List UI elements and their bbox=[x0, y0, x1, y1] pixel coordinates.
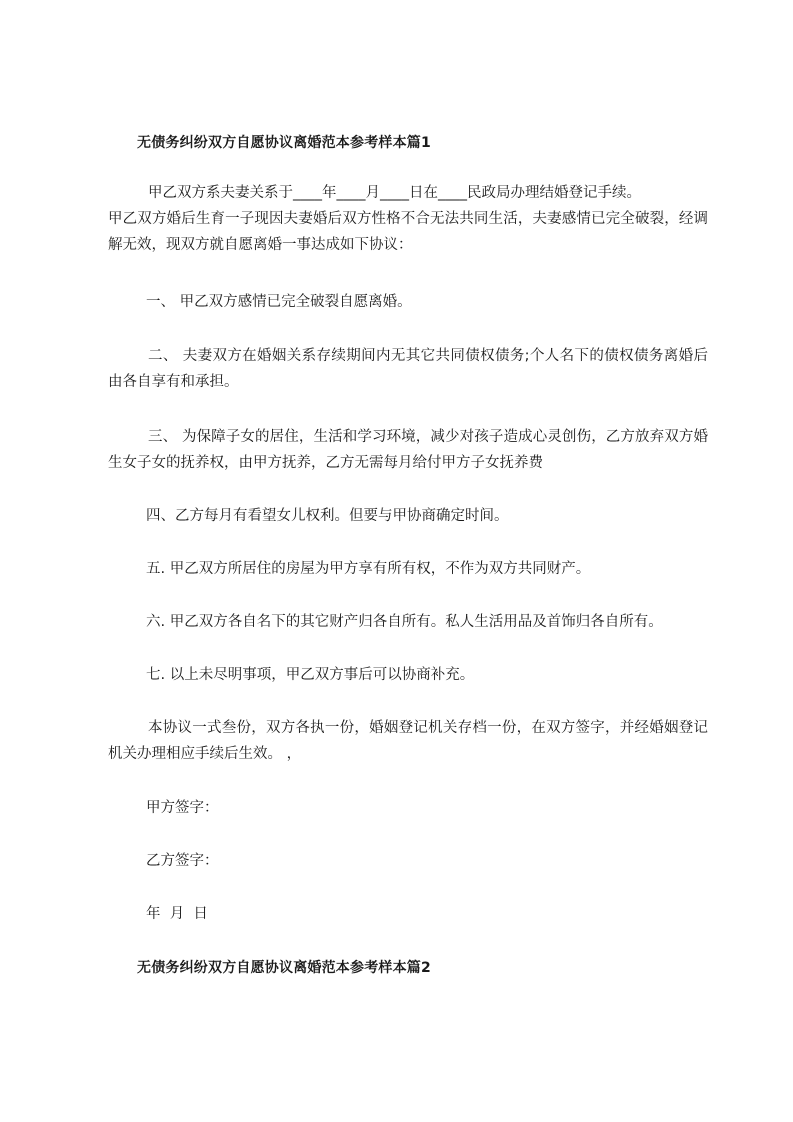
intro-paragraph: 甲乙双方婚后生育一子现因夫妻婚后双方性格不合无法共同生活，夫妻感情已完全破裂，经调解无效，现双方就自愿离婚一事达成如下协议： bbox=[108, 211, 708, 253]
clause-3: 三、 为保障子女的居住，生活和学习环境，减少对孩子造成心灵创伤，乙方放弃双方婚生女子女的抚养权，由甲方抚养，乙方无需每月给付甲方子女抚养费 bbox=[108, 429, 708, 471]
closing-paragraph: 本协议一式叁份，双方各执一份，婚姻登记机关存档一份，在双方签字，并经婚姻登记机关办理相应手续后生效。 ， bbox=[108, 720, 708, 762]
clause-2: 二、 夫妻双方在婚姻关系存续期间内无其它共同债权债务;个人名下的债权债务离婚后由各自享有和承担。 bbox=[108, 348, 708, 390]
clause-1: 一、 甲乙双方感情已完全破裂自愿离婚。 bbox=[146, 294, 412, 310]
party-b-signature: 乙方签字： bbox=[146, 853, 219, 869]
clause-5: 五. 甲乙双方所居住的房屋为甲方享有所有权，不作为双方共同财产。 bbox=[146, 561, 591, 577]
section-2-title: 无债务纠纷双方自愿协议离婚范本参考样本篇2 bbox=[137, 960, 431, 976]
clause-4: 四、乙方每月有看望女儿权利。但要与甲协商确定时间。 bbox=[146, 508, 509, 524]
section-1-title: 无债务纠纷双方自愿协议离婚范本参考样本篇1 bbox=[137, 135, 431, 151]
clause-7: 七. 以上未尽明事项，甲乙双方事后可以协商补充。 bbox=[146, 667, 475, 683]
party-a-signature: 甲方签字： bbox=[146, 800, 219, 816]
intro-first-line: 甲乙双方系夫妻关系于____年____月____日在____民政局办理结婚登记手续。 bbox=[148, 185, 641, 201]
signature-date: 年 月 日 bbox=[146, 906, 208, 922]
clause-6: 六. 甲乙双方各自名下的其它财产归各自所有。私人生活用品及首饰归各自所有。 bbox=[146, 614, 663, 630]
